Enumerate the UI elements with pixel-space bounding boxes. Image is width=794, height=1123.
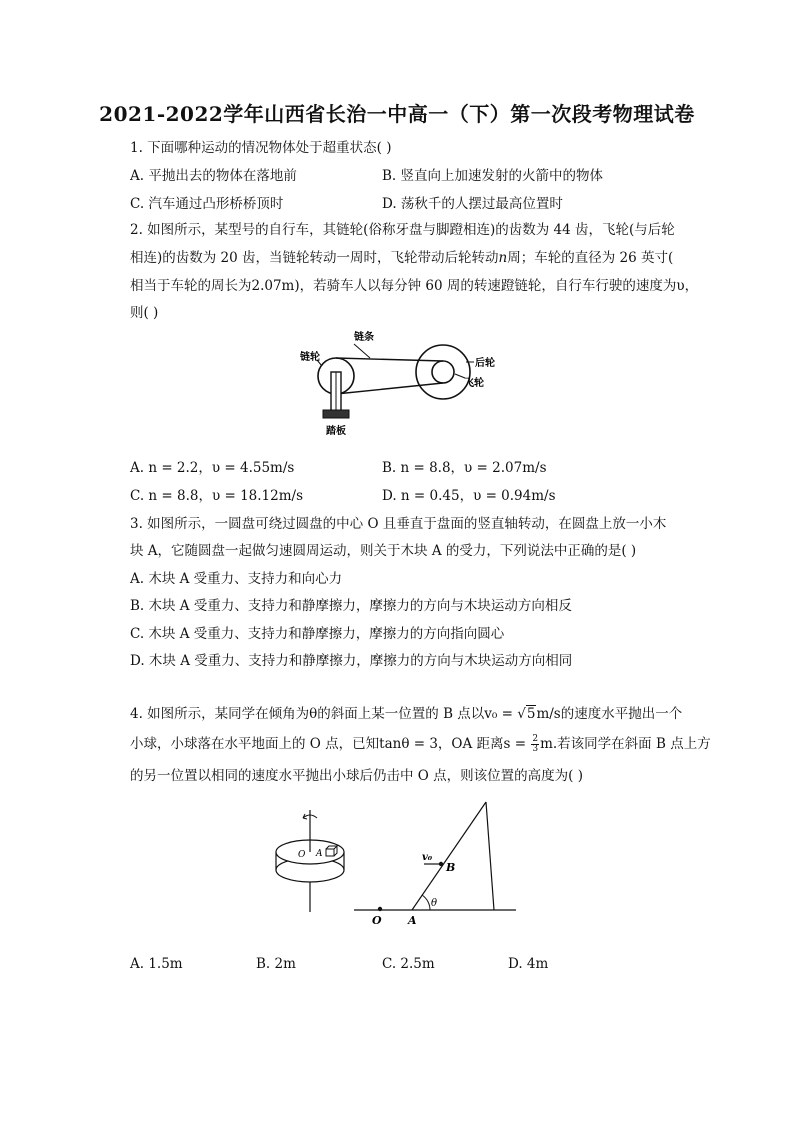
q4-line-2-start: 小球，小球落在水平地面上的 O 点，已知tanθ = 3，OA 距离s =: [130, 736, 531, 752]
q2-option-d: D. n = 0.45，υ = 0.94m/s: [382, 488, 556, 504]
q4-line-3: 的另一位置以相同的速度水平抛出小球后仍击中 O 点，则该位置的高度为( ): [130, 768, 583, 784]
chainring-label: 链轮: [300, 352, 320, 363]
q3-option-b: B. 木块 A 受重力、支持力和静摩擦力，摩擦力的方向与木块运动方向相反: [130, 598, 572, 614]
q2-line-1: 2. 如图所示，某型号的自行车，其链轮(俗称牙盘与脚蹬相连)的齿数为 44 齿，飞轮(与后轮: [130, 222, 675, 238]
q4-line-1-end: m/s的速度水平抛出一个: [536, 706, 683, 722]
q3-option-d: D. 木块 A 受重力、支持力和静摩擦力，摩擦力的方向与木块运动方向相同: [130, 653, 573, 669]
pedal-label: 踏板: [326, 426, 346, 437]
q4-option-d: D. 4m: [508, 956, 549, 972]
q1-option-d: D. 荡秋千的人摆过最高位置时: [382, 196, 563, 212]
q4-option-c: C. 2.5m: [382, 956, 435, 972]
q4-line-1: [130, 704, 682, 724]
chain-label: 链条: [354, 332, 374, 343]
q1-option-b: B. 竖直向上加速发射的火箭中的物体: [382, 168, 604, 184]
fraction-numerator: 2: [532, 734, 539, 744]
fraction-denominator: 3: [532, 744, 539, 754]
q4-line-1-start: 4. 如图所示，某同学在倾角为θ的斜面上某一位置的 B 点以v₀ =: [130, 706, 518, 722]
flywheel-label: 飞轮: [464, 378, 484, 389]
point-a-label: A: [408, 914, 417, 927]
point-b-label: B: [446, 861, 456, 874]
rear-wheel-label: 后轮: [475, 358, 495, 369]
q1-option-c: C. 汽车通过凸形桥桥顶时: [130, 196, 284, 212]
theta-label: θ: [431, 898, 438, 909]
point-o-label: O: [372, 914, 382, 927]
q2-option-a: A. n = 2.2，υ = 4.55m/s: [130, 460, 295, 476]
q3-line-2: 块 A，它随圆盘一起做匀速圆周运动，则关于木块 A 的受力，下列说法中正确的是( ): [130, 543, 637, 559]
q4-line-2: [130, 734, 711, 754]
q4-line-2-end: m.若该同学在斜面 B 点上方: [540, 736, 711, 752]
q3-line-1: 3. 如图所示，一圆盘可绕过圆盘的中心 O 且垂直于盘面的竖直轴转动，在圆盘上放一小木: [130, 516, 667, 532]
incline-projectile-figure: [350, 798, 520, 930]
q2-line-3: 相当于车轮的周长为2.07m)，若骑车人以每分钟 60 周的转速蹬链轮，自行车行驶的速度为υ，: [130, 278, 699, 294]
v0-label: v₀: [422, 852, 433, 863]
rotating-disk-figure: [268, 808, 348, 918]
page-title: 2021-2022学年山西省长治一中高一（下）第一次段考物理试卷: [99, 102, 695, 126]
fraction: [531, 735, 539, 754]
q1-stem: 1. 下面哪种运动的情况物体处于超重状态( ): [130, 140, 392, 156]
sqrt-sign: √: [517, 706, 526, 722]
q2-line-4: 则( ): [130, 305, 159, 321]
q3-option-a: A. 木块 A 受重力、支持力和向心力: [130, 571, 343, 587]
disk-center-label: O: [298, 850, 306, 860]
q4-option-a: A. 1.5m: [130, 956, 183, 972]
q2-line-2: 相连)的齿数为 20 齿，当链轮转动一周时，飞轮带动后轮转动𝑛周；车轮的直径为 26 英寸(: [130, 250, 674, 266]
block-label: A: [316, 849, 323, 859]
sqrt-radicand: 5: [526, 706, 536, 722]
q2-option-c: C. n = 8.8，υ = 18.12m/s: [130, 488, 304, 504]
q2-option-b: B. n = 8.8，υ = 2.07m/s: [382, 460, 547, 476]
q4-option-b: B. 2m: [256, 956, 296, 972]
q1-option-a: A. 平抛出去的物体在落地前: [130, 168, 297, 184]
bicycle-drive-figure: [290, 326, 510, 438]
q3-option-c: C. 木块 A 受重力、支持力和静摩擦力，摩擦力的方向指向圆心: [130, 626, 505, 642]
